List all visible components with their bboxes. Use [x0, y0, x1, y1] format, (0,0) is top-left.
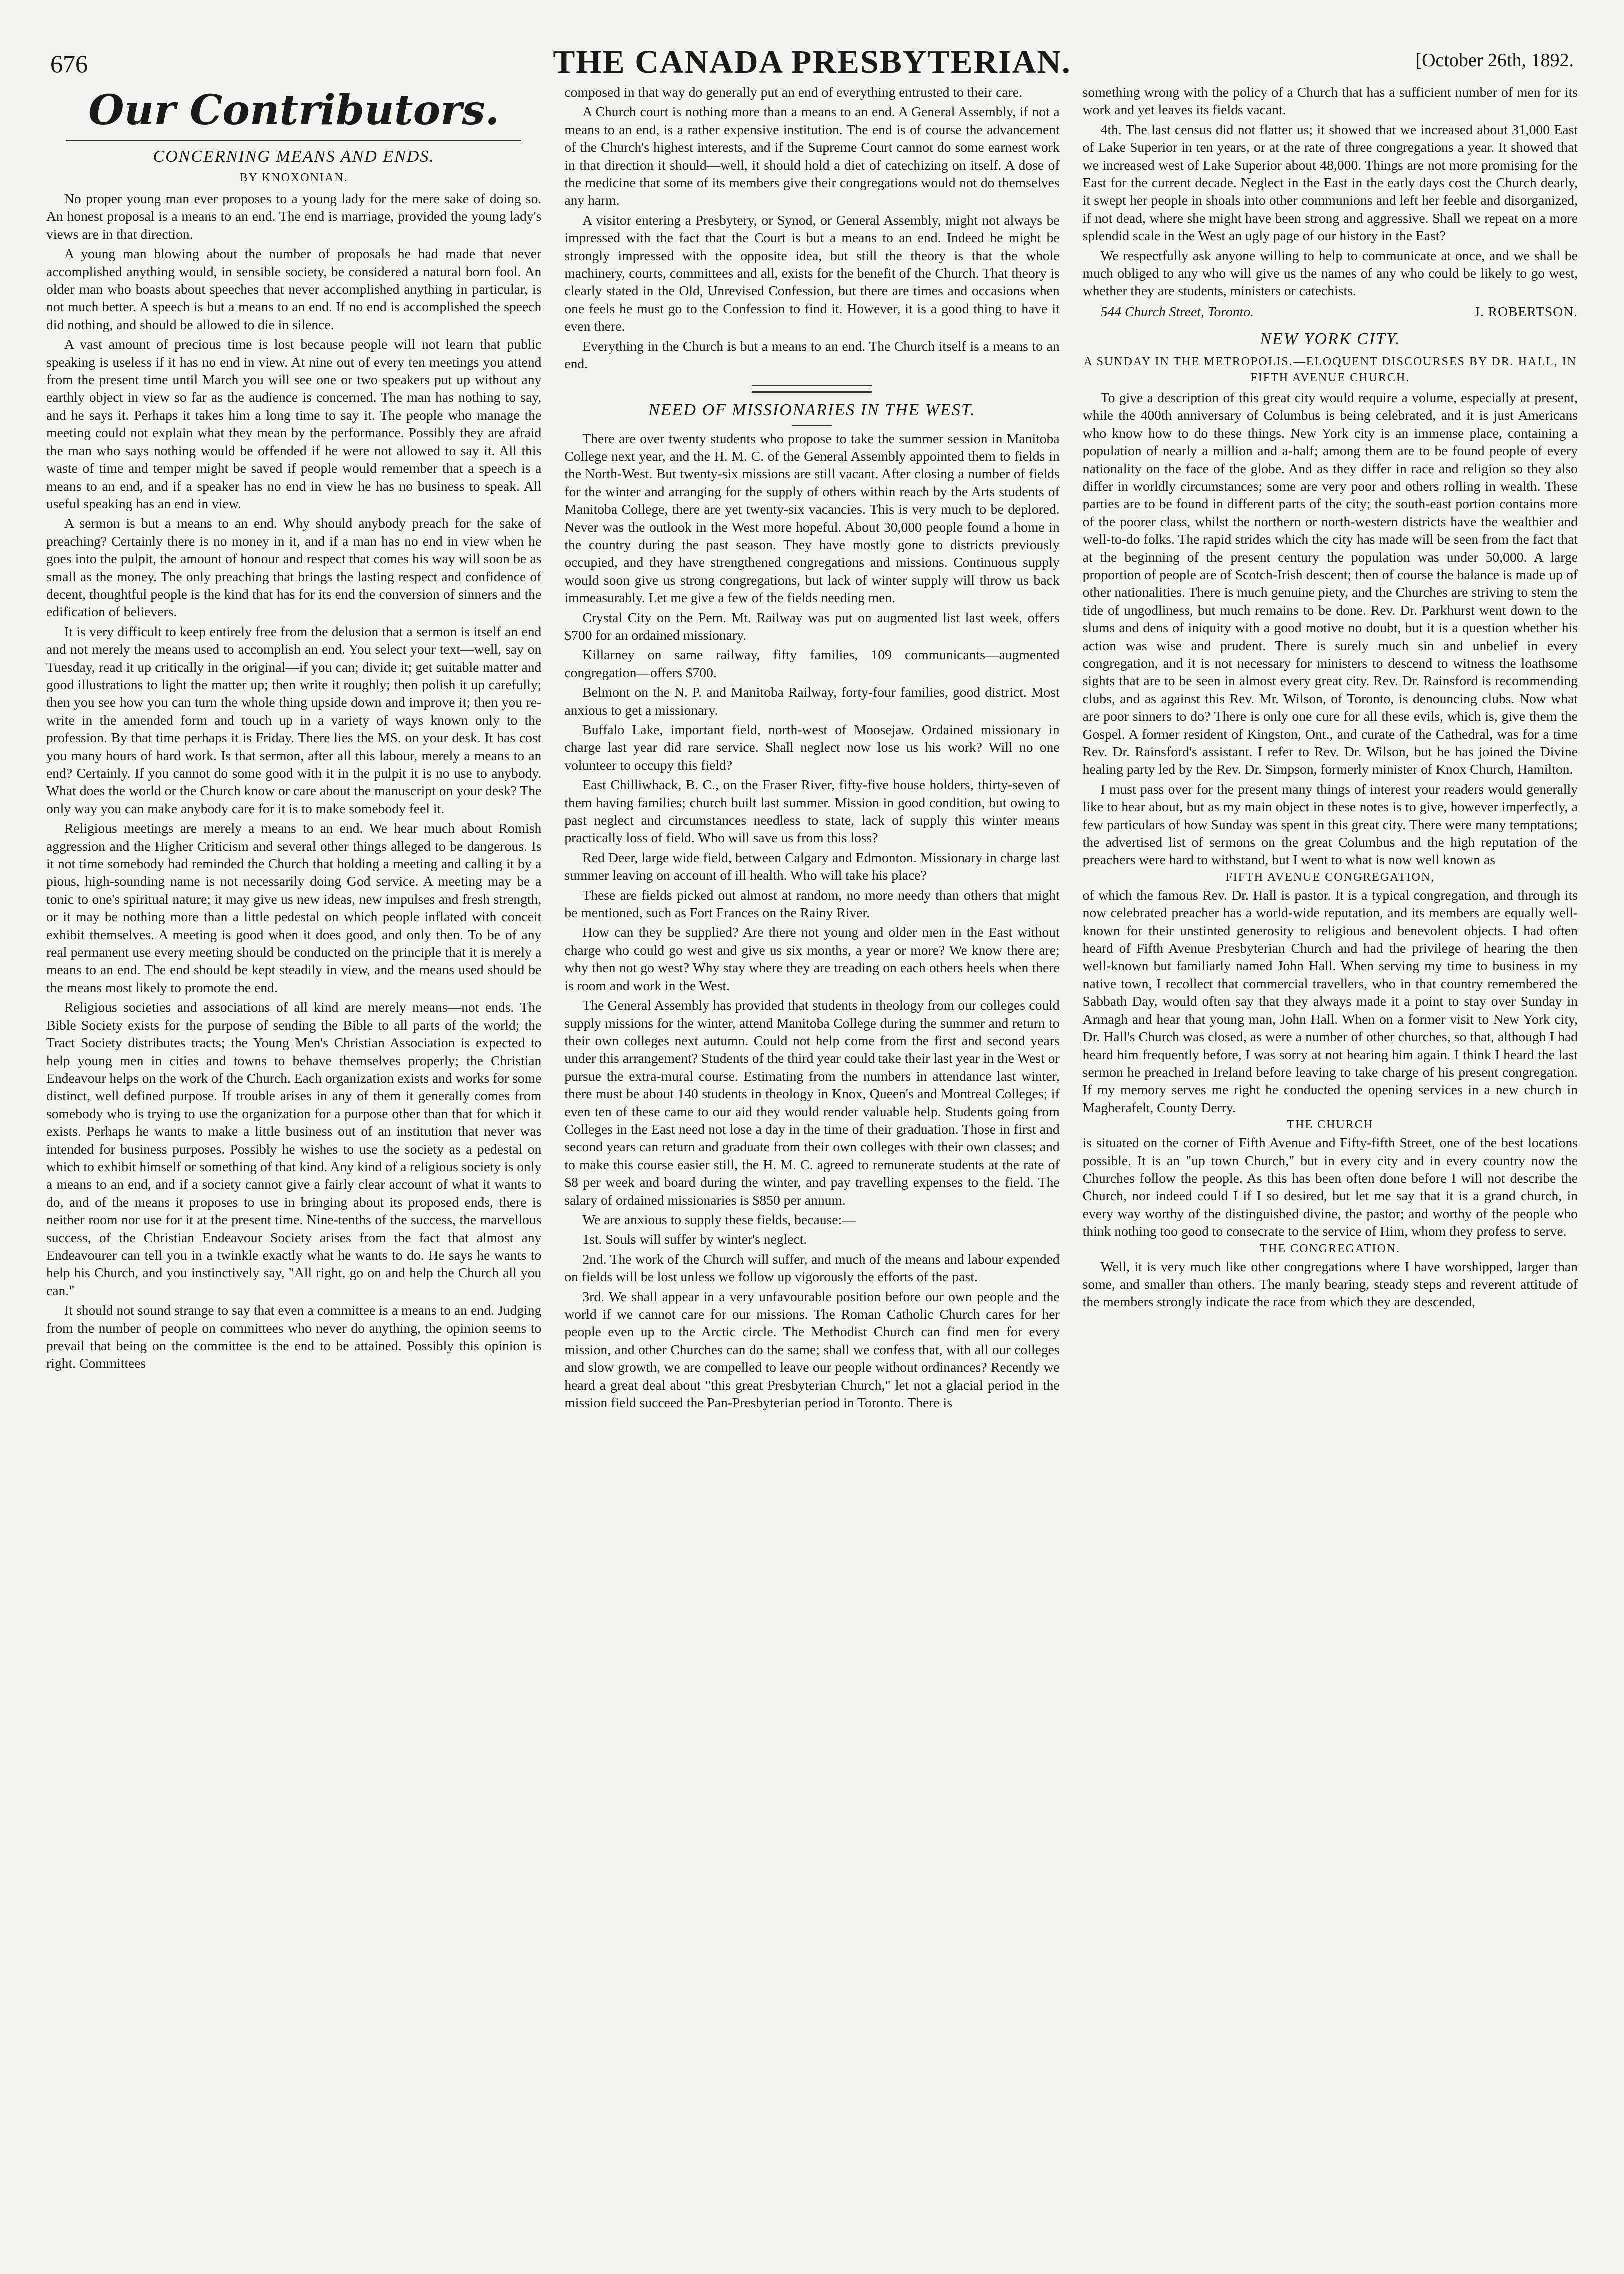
paragraph: These are fields picked out almost at random, no more needy than others that might be mentioned, such as Fort Frances on the Rainy River. — [564, 887, 1060, 921]
paragraph: Crystal City on the Pem. Mt. Railway was put on augmented list last week, offers $700 for an ordained missionary. — [564, 609, 1060, 643]
signature — [1083, 304, 1578, 320]
issue-date: [October 26th, 1892. — [1415, 50, 1574, 71]
paragraph: It is very difficult to keep entirely free from the delusion that a sermon is itself an end and not merely the means used to accomplish an end. You select your text—well, say on Tuesday, read it up critically in the original—if you can; divide it; get suitable matter and good illustrations to light the matter up; then write it roughly; then polish it up carefully; then you see how you can turn the whole thing upside down and improve it; then you re-write in the amended form and touch up in a variety of ways known only to the profession. By that time perhaps it is Friday. There lies the MS. on your desk. It has cost you many hours of hard work. Is that sermon, after all this labour, merely a means to an end? Certainly. If you cannot do some good with it in the pulpit it is no use to anybody. What does the world or the Church know or care about the manuscript on your desk? The only way you can make anybody care for it is to make somebody feel it. — [46, 623, 542, 816]
section-head-church: THE CHURCH — [1287, 1118, 1374, 1132]
paragraph: Buffalo Lake, important field, north-west of Moosejaw. Ordained missionary in charge last year did rare service. Shall neglect now lose us his work? Will no one volunteer to occupy this field? — [564, 722, 1060, 773]
paragraph: No proper young man ever proposes to a young lady for the mere sake of doing so. An honest proposal is a means to an end. The end is marriage, provided the young lady's views are in that direction. — [46, 191, 542, 242]
paragraph: A young man blowing about the number of proposals he had made that never accomplished anything would, in sensible society, be considered a natural born fool. An older man who boasts about speeches that never accomplished anything in particular, is not much better. A speech is but a means to an end. If no end is accomplished the speech did nothing, and should be allowed to die in silence. — [46, 246, 542, 332]
article-body-means-1 — [46, 190, 541, 1372]
column-2 — [564, 83, 1059, 2248]
column-1 — [46, 83, 541, 2248]
paragraph: 1st. Souls will suffer by winter's neglect. — [582, 1231, 807, 1247]
paragraph: East Chilliwhack, B. C., on the Fraser River, fifty-five house holders, thirty-seven of them having families; church built last summer. Mission in good condition, but owing to past neglect and circumstances needless to state, lack of supply this winter means practically loss of field. Who will save us from this loss? — [564, 777, 1060, 846]
paragraph: 4th. The last census did not flatter us; it showed that we increased about 31,000 East of Lake Superior in ten years, or at the rate of three congregations a year. It showed that we increased west of Lake Superior about 48,000. Things are not more promising for the East for the current decade. Neglect in the East in the early days cost the Church dearly, it swept her people in shoals into other communions and left her feeble and disorganized, if not dead, where she might have been strong and aggressive. Shall we repeat on a more splendid scale in the West an ugly page of our history in the East? — [1082, 121, 1578, 244]
paragraph: Belmont on the N. P. and Manitoba Railway, forty-four families, good district. Most anxious to get a missionary. — [564, 684, 1060, 718]
paragraph: Killarney on same railway, fifty families, 109 communicants—augmented congregation—offers $700. — [564, 647, 1060, 680]
paragraph: Red Deer, large wide field, between Calgary and Edmonton. Missionary in charge last summer leaving on account of ill health. Who will take his place? — [564, 849, 1060, 883]
paragraph: A Church court is nothing more than a means to an end. A General Assembly, if not a means to an end, is a rather expensive institution. The end is of course the advancement of the Church's highest interests, and if the Supreme Court cannot do some earnest work in that direction it should—well, it should hold a diet of catechizing on itself. A dose of the medicine that some of its members give their congregations would not do themselves any harm. — [564, 104, 1060, 208]
article-title-means: CONCERNING MEANS AND ENDS. — [153, 147, 435, 166]
masthead — [46, 29, 1578, 83]
divider — [66, 140, 521, 141]
newspaper-title: THE CANADA PRESBYTERIAN. — [553, 44, 1071, 80]
section-head-fifth-avenue: FIFTH AVENUE CONGREGATION, — [1225, 870, 1435, 884]
paragraph: is situated on the corner of Fifth Avenue and Fifty-fifth Street, one of the best locations possible. It is an "up town Church," but in every city and in every country now the Churches follow the people. As this has been often done before I will not describe the Church, nor indeed could I if I so desired, but let me say that it is a grand church, in every way worthy of the distinguished divine, the pastor; and worthy of the people who think nothing too good to consecrate to the service of Him, whom they profess to serve. — [1082, 1135, 1578, 1239]
paragraph: something wrong with the policy of a Church that has a sufficient number of men for its work and yet leaves its fields vacant. — [1082, 84, 1578, 118]
paragraph: It should not sound strange to say that even a committee is a means to an end. Judging from the number of people on committees who never do anything, the opinion seems to prevail that being on the committee is the end to be attained. Possibly this opinion is right. Committees — [46, 1302, 542, 1371]
signature-name: J. ROBERTSON. — [1474, 303, 1578, 319]
article-title-missionaries: NEED OF MISSIONARIES IN THE WEST. — [648, 400, 976, 419]
paragraph: I must pass over for the present many things of interest your readers would generally like to hear about, but as my main object in these notes is to give, however imperfectly, a few particulars of how Sunday was spent in this great city. There were many temptations; the advertised list of sermons on the great Columbus and the high reputation of the preachers were hard to withstand, but I went to what is now well known as — [1082, 781, 1578, 868]
page-number: 676 — [50, 50, 88, 78]
article-body-newyork — [1083, 389, 1578, 869]
columns — [46, 83, 1578, 2248]
article-title-newyork: NEW YORK CITY. — [1260, 329, 1401, 348]
section-head-congregation: THE CONGREGATION. — [1260, 1242, 1401, 1255]
article-subhead: A SUNDAY IN THE METROPOLIS.—ELOQUENT DISCOURSES BY DR. HALL, IN FIFTH AVENUE CHURCH. — [1083, 355, 1577, 384]
article-body-means-2 — [564, 103, 1059, 372]
paragraph: How can they be supplied? Are there not young and older men in the East without charge who could go west and give us six months, a year or more? We know there are; why then not go west? Why stay where they are treading on each others heels when there is room and work in the West. — [564, 924, 1060, 993]
section-divider — [752, 385, 872, 393]
paragraph: of which the famous Rev. Dr. Hall is pastor. It is a typical congregation, and through its now celebrated preacher has a world-wide reputation, and its members are equally well-known for their unstinted generosity to religious and benevolent objects. I had often heard of Fifth Avenue Presbyterian Church and had the privilege of hearing the then well-known but familiarly named John Hall. When serving my time to business in my native town, I recollect that commercial travellers, who in that country remembered the Sabbath Day, would often say that they always made it a point to stay over Sunday in Armagh and hear that young man, John Hall. When on a former visit to New York city, Dr. Hall's Church was closed, as were a number of other churches, so that, although I had heard him frequently before, I was sorry at not hearing him again. I think I heard the last sermon he preached in Ireland before leaving to take charge of his present congregation. If my memory serves me right he conducted the opening services in a new church in Magherafelt, County Derry. — [1082, 887, 1578, 1115]
department-heading: Our Contributors. — [88, 86, 500, 134]
paragraph: A visitor entering a Presbytery, or Synod, or General Assembly, might not always be impressed with the fact that the Court is but a means to an end. Indeed he might be strongly impressed with the opposite idea, but still the theory is that the whole machinery, courts, committees and all, exists for the benefit of the Church. That theory is clearly stated in the Old, Unrevised Confession, but there are times and occasions when one feels he must go to the Confession to find it. However, it is a good thing to have it even there. — [564, 212, 1060, 334]
column-3 — [1083, 83, 1578, 2248]
signature-address: 544 Church Street, Toronto. — [1100, 303, 1254, 319]
paragraph: A vast amount of precious time is lost because people will not learn that public speaking is useless if it has no end in view. At nine out of every ten meetings you attend from the present time until March you will see one or two speakers put up without any earthly object in view so far as the audience is concerned. The man has nothing to say, and he says it. Perhaps it takes him a long time to say it. The people who manage the meeting could not explain what they mean by the performance. Possibly they are afraid the man who says nothing would be offended if he were not allowed to say it. All this waste of time and temper might be saved if people would remember that a speech is a means to an end, and if a speaker has no end in view he has no business to speak. All useful speaking has an end in view. — [46, 336, 542, 511]
paragraph: We are anxious to supply these fields, because:— — [582, 1211, 856, 1227]
paragraph: There are over twenty students who propose to take the summer session in Manitoba College next year, and the H. M. C. of the General Assembly appointed them to fields in the North-West. But twenty-six missions are still vacant. After closing a number of fields for the winter and arranging for the supply of others within reach by the Arts students of Manitoba College, there are yet twenty-six vacancies. This is very much to be deplored. Never was the outlook in the West more hopeful. About 30,000 people found a home in the country during the past season. They have mostly gone to districts previously occupied, and they have strengthened congregations and missions. Continuous supply would soon give us strong congregations, but lack of winter supply will throw us back immeasurably. Let me give a few of the fields needing men. — [564, 430, 1060, 606]
article-body-missionaries-1 — [564, 430, 1059, 1412]
divider — [792, 425, 832, 426]
paragraph: Everything in the Church is but a means to an end. The Church itself is a means to an end. — [564, 338, 1060, 372]
paragraph: Religious meetings are merely a means to an end. We hear much about Romish aggression and the Higher Criticism and several other things alleged to be dangerous. Is it not time somebody had reminded the Church that holding a meeting and calling it by a pious, high-sounding name is not necessarily doing God service. A meeting may be a tonic to one's spiritual nature; it may give us new ideas, new impulses and fresh strength, or it may be nothing more than a little pedestal on which people inflated with conceit exhibit themselves. A meeting is good when it does good, and only then. To be of any real permanent use every meeting should be conducted on the principle that it is merely a means to an end. The end should be kept steadily in view, and the means used should be the means most likely to promote the end. — [46, 820, 542, 995]
paragraph: To give a description of this great city would require a volume, especially at present, while the 400th anniversary of Columbus is being celebrated, and it is just Americans who know how to do these things. New York city is an immense place, containing a population of nearly a million and a-half; among them are to be found people of every nationality on the face of the globe. And as they differ in race and religion so they also differ in worldly circumstances; some are very poor and others rolling in wealth. These parties are to be found in different parts of the city; the south-east portion contains more of the poorer class, whilst the northern or north-western districts have the wealthier and well-to-do folks. The rapid strides which the city has made will be seen from the fact that at the beginning of the present century the population was under 50,000. A large proportion of people are of Scotch-Irish descent; then of course the balance is made up of other nationalities. There is much genuine piety, and the Churches are striving to stem the tide of ungodliness, but much remains to be done. Rev. Dr. Parkhurst went down to the slums and dens of iniquity with a good motive no doubt, but it is a question whether his action was wise and prudent. There is surely much sin and unbelief in every congregation, and it is not necessary for ministers to descend to witness the loathsome sights that are to be seen in almost every great city. Rev. Dr. Rainsford is recommending clubs, and as against this Rev. Mr. Wilson, of Toronto, is denouncing clubs. Now what are poor sinners to do? There is only one cure for all these evils, which is, give them the Gospel. A former resident of Kingston, Ont., and curate of the Cathedral, was for a time Rev. Dr. Rainsford's assistant. I refer to Rev. Dr. Wilson, but he has joined the Divine healing party led by the Rev. Dr. Simpson, formerly minister of Knox Church, Hamilton. — [1082, 389, 1578, 777]
paragraph: We respectfully ask anyone willing to help to communicate at once, and we shall be much obliged to any who will give us the names of any who could be likely to go west, whether they are students, ministers or catechists. — [1082, 247, 1578, 299]
paragraph: Religious societies and associations of all kind are merely means—not ends. The Bible Society exists for the purpose of sending the Bible to all parts of the world; the Tract Society distributes tracts; the Young Men's Christian Association is expected to help young men in cities and towns to behave themselves properly; the Christian Endeavour helps on the work of the Church. Each organization exists and works for some distinct, well defined purpose. If trouble arises in any of them it generally comes from somebody who is trying to use the organization for a purpose other than that for which it exists. Perhaps he wants to make a little business out of an institution that never was intended for business purposes. Possibly he wishes to use the society as a pedestal on which to exhibit himself or something of that kind. Any kind of a religious society is only a means to an end, and if a society cannot give a fairly clear account of what it wants to do, and of the means it proposes to use in bringing about its proposed ends, there is neither room nor use for it at the present time. Nine-tenths of the success, the marvellous success, of the Christian Endeavour Society arises from the fact that almost any Endeavourer can tell you in a twinkle exactly what he wants to do. He says he wants to help his Church, and you instinctively say, "All right, go on and help the Church all you can." — [46, 999, 542, 1298]
byline: BY KNOXONIAN. — [239, 171, 348, 184]
paragraph: 3rd. We shall appear in a very unfavourable position before our own people and the world if we cannot care for our missions. The Roman Catholic Church cares for her people even up to the Arctic circle. The Methodist Church can find men for every mission, and other Churches can do the same; shall we confess that, with all our colleges and slow growth, we are compelled to leave our people without ordinances? Recently we heard a great deal about "this great Presbyterian Church," let not a glacial period in the mission field succeed the Pan-Presbyterian period in Toronto. There is — [564, 1288, 1060, 1411]
paragraph: The General Assembly has provided that students in theology from our colleges could supply missions for the winter, attend Manitoba College during the summer and return to their own colleges next autumn. Could not help come from the first and second years under this arrangement? Students of the third year could take their last year in the West or pursue the extra-mural course. Estimating from the numbers in attendance last winter, there must be about 140 students in theology in Knox, Queen's and Montreal Colleges; if even ten of these came to our aid they would render valuable help. Students going from Colleges in the East need not lose a day in the time of their graduation. Those in first and second years can return and graduate from their own colleges with their own classes; and to make this course easier still, the H. M. C. agreed to remunerate students at the rate of $8 per week and board during the winter, and pay travelling expenses to the field. The salary of ordained missionaries is $850 per annum. — [564, 997, 1060, 1208]
paragraph: A sermon is but a means to an end. Why should anybody preach for the sake of preaching? Certainly there is no money in it, and if a man has no end in view when he goes into the pulpit, the amount of honour and respect that comes his way will soon be as small as the money. The only preaching that brings the lasting respect and confidence of decent, thoughtful people is the kind that has for its end the conversion of sinners and the edification of believers. — [46, 515, 542, 620]
paragraph: 2nd. The work of the Church will suffer, and much of the means and labour expended on fields will be lost unless we follow up vigorously the efforts of the past. — [564, 1251, 1060, 1285]
paragraph: composed in that way do generally put an end of everything entrusted to their care. — [564, 84, 1022, 100]
paragraph: Well, it is very much like other congregations where I have worshipped, larger than some, and smaller than others. The manly bearing, steady steps and reverent attitude of the members strongly indicate the race from which they are descended, — [1082, 1258, 1578, 1310]
article-body-missionaries-2 — [1083, 83, 1578, 300]
